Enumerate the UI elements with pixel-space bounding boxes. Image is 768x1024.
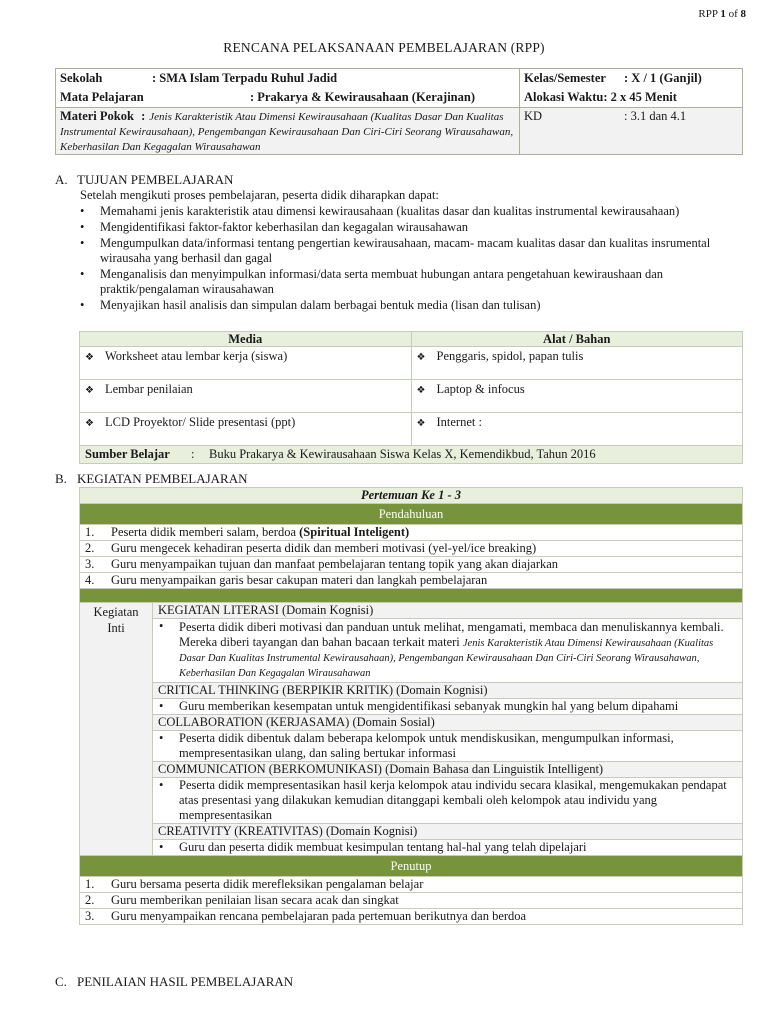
materi-label: Materi Pokok: [60, 109, 134, 123]
alat-item: ❖ Laptop & infocus: [411, 380, 743, 413]
table-row: 4. Guru menyampaikan garis besar cakupan materi dan langkah pembelajaran: [80, 573, 743, 589]
class-time-cell: [520, 69, 743, 108]
list-item: • Memahami jenis karakteristik atau dimensi kewirausahaan (kualitas dasar dan kualitas instrumental kewirausahaan): [80, 204, 680, 218]
document-title: RENCANA PELAKSANAAN PEMBELAJARAN (RPP): [223, 40, 545, 55]
alat-item: ❖ Penggaris, spidol, papan tulis: [411, 347, 743, 380]
list-item: • Menyajikan hasil analisis dan simpulan dalam berbagai bentuk media (lisan dan tulisan): [80, 298, 541, 312]
page-prefix: RPP: [698, 8, 718, 20]
critical-thinking-title: CRITICAL THINKING (BERPIKIR KRITIK) (Domain Kognisi): [153, 683, 743, 699]
list-item: • Menganalisis dan menyimpulkan informasi/data serta membuat hubungan antara pengetahuan kewiraushaan dan praktik/pengalaman wirausahawan: [80, 267, 664, 296]
page-of: of: [728, 8, 738, 20]
alokasi-value: : 2 x 45 Menit: [603, 90, 677, 104]
diamond-bullet-icon: ❖: [416, 385, 426, 396]
bullet-icon: •: [80, 220, 85, 234]
diamond-bullet-icon: ❖: [85, 418, 94, 429]
table-row: 1. Peserta didik memberi salam, berdoa (Spiritual Inteligent): [80, 525, 743, 541]
creativity-item: • Guru dan peserta didik membuat kesimpulan tentang hal-hal yang telah dipelajari: [153, 840, 743, 856]
section-a-letter: A.: [55, 172, 68, 187]
list-item: • Mengidentifikasi faktor-faktor keberhasilan dan kegagalan wirausahawan: [80, 220, 469, 234]
bullet-icon: •: [159, 619, 164, 633]
bullet-icon: •: [159, 699, 164, 713]
bullet-icon: •: [80, 204, 85, 218]
mapel-label: Mata Pelajaran: [60, 90, 144, 104]
section-b-letter: B.: [55, 471, 67, 486]
diamond-bullet-icon: ❖: [416, 352, 426, 363]
diamond-bullet-icon: ❖: [416, 418, 426, 429]
page-number: [698, 8, 746, 20]
kd-value: : 3.1 dan 4.1: [624, 109, 687, 123]
pertemuan-header: Pertemuan Ke 1 - 3: [80, 488, 743, 504]
section-b-title: KEGIATAN PEMBELAJARAN: [77, 471, 248, 486]
creativity-title: CREATIVITY (KREATIVITAS) (Domain Kognisi): [153, 824, 743, 840]
collaboration-title: COLLABORATION (KERJASAMA) (Domain Sosial): [153, 715, 743, 731]
section-a-heading: [55, 172, 233, 188]
bullet-icon: •: [159, 840, 164, 854]
divider-bar: [80, 589, 743, 603]
table-row: 2. Guru memberikan penilaian lisan secara acak dan singkat: [80, 893, 743, 909]
section-b-heading: [55, 471, 248, 487]
section-c-heading: [55, 974, 293, 990]
media-item: ❖ Worksheet atau lembar kerja (siswa): [80, 347, 412, 380]
alokasi-label: Alokasi Waktu: [524, 90, 604, 104]
table-row: 3. Guru menyampaikan tujuan dan manfaat pembelajaran tentang topik yang akan diajarkan: [80, 557, 743, 573]
section-a-title: TUJUAN PEMBELAJARAN: [77, 172, 234, 187]
media-table: [79, 331, 743, 464]
section-a-intro: Setelah mengikuti proses pembelajaran, peserta didik diharapkan dapat:: [80, 188, 439, 202]
kd-cell: [520, 108, 743, 155]
kegiatan-inti-label: Kegiatan Inti: [80, 603, 153, 856]
literasi-item: • Peserta didik diberi motivasi dan panduan untuk melihat, mengamati, membaca dan menuliskannya kembali. Mereka diberi tayangan dan bahan bacaan terkait materi Jenis Karakteristik Atau Dimensi Kewirausahaan (Kualitas Dasar Dan Kualitas Instrumental Kewirausahaan), Pengembangan Kewirausahaan Dan Ciri-Ciri Seorang Wirausahawan, Keberhasilan Dan Kegagalan Wirausahawan: [153, 619, 743, 683]
diamond-bullet-icon: ❖: [85, 385, 94, 396]
pendahuluan-header: Pendahuluan: [80, 504, 743, 525]
bullet-icon: •: [159, 778, 164, 792]
page-total: 8: [740, 8, 746, 20]
media-item: ❖ LCD Proyektor/ Slide presentasi (ppt): [80, 413, 412, 446]
kd-label: KD: [524, 109, 543, 123]
alat-header: Alat / Bahan: [411, 332, 743, 347]
bullet-icon: •: [159, 731, 164, 745]
media-header: Media: [80, 332, 412, 347]
kelas-value: : X / 1 (Ganjil): [624, 71, 702, 85]
table-row: 3. Guru menyampaikan rencana pembelajaran pada pertemuan berikutnya dan berdoa: [80, 909, 743, 925]
table-row: 1. Guru bersama peserta didik merefleksikan pengalaman belajar: [80, 877, 743, 893]
list-item: • Mengumpulkan data/informasi tentang pengertian kewirausahaan, macam- macam kualitas dasar dan kualitas insrumental wirausaha yang berhasil dan gagal: [80, 236, 711, 265]
sumber-belajar-row: [80, 446, 743, 464]
critical-thinking-item: • Guru memberikan kesempatan untuk mengidentifikasi sebanyak mungkin hal yang belum dipahami: [153, 699, 743, 715]
school-subject-cell: [56, 69, 520, 108]
bullet-icon: •: [80, 236, 85, 250]
sumber-colon: :: [191, 447, 195, 461]
bullet-icon: •: [80, 267, 85, 281]
kelas-label: Kelas/Semester: [524, 71, 606, 85]
alat-item: ❖ Internet :: [411, 413, 743, 446]
mapel-value: : Prakarya & Kewirausahaan (Kerajinan): [250, 90, 475, 104]
table-row: 2. Guru mengecek kehadiran peserta didik dan memberi motivasi (yel-yel/ice breaking): [80, 541, 743, 557]
media-item: ❖ Lembar penilaian: [80, 380, 412, 413]
materi-cell: [56, 108, 520, 155]
materi-value: Jenis Karakteristik Atau Dimensi Kewirausahaan (Kualitas Dasar Dan Kualitas Instrumental Kewirausahaan), Pengembangan Kewirausahaan Dan Ciri-Ciri Seorang Wirausahawan, Keberhasilan Dan Kegagalan Wirausahawan: [60, 111, 514, 153]
header-info-table: [55, 68, 743, 155]
diamond-bullet-icon: ❖: [85, 352, 94, 363]
sumber-label: Sumber Belajar: [85, 447, 170, 461]
literasi-title: KEGIATAN LITERASI (Domain Kognisi): [153, 603, 743, 619]
communication-title: COMMUNICATION (BERKOMUNIKASI) (Domain Bahasa dan Linguistik Intelligent): [153, 762, 743, 778]
kegiatan-table: [79, 487, 743, 925]
communication-item: • Peserta didik mempresentasikan hasil kerja kelompok atau individu secara klasikal, mengemukakan pendapat atas presentasi yang dilakukan kemudian ditanggapi kembali oleh kelompok atau individu yang mempresentasikan: [153, 778, 743, 824]
materi-colon: :: [141, 109, 146, 123]
section-c-title: PENILAIAN HASIL PEMBELAJARAN: [77, 974, 294, 989]
sumber-value: Buku Prakarya & Kewirausahaan Siswa Kelas X, Kemendikbud, Tahun 2016: [209, 447, 596, 461]
bullet-icon: •: [80, 298, 85, 312]
penutup-header: Penutup: [80, 856, 743, 877]
sekolah-label: Sekolah: [60, 71, 103, 85]
collaboration-item: • Peserta didik dibentuk dalam beberapa kelompok untuk mendiskusikan, mengumpulkan informasi, mempresentasikan ulang, dan saling bertukar informasi: [153, 731, 743, 762]
section-c-letter: C.: [55, 974, 67, 989]
sekolah-value: : SMA Islam Terpadu Ruhul Jadid: [152, 71, 338, 85]
page-current: 1: [720, 8, 726, 20]
objectives-list: [80, 204, 745, 314]
